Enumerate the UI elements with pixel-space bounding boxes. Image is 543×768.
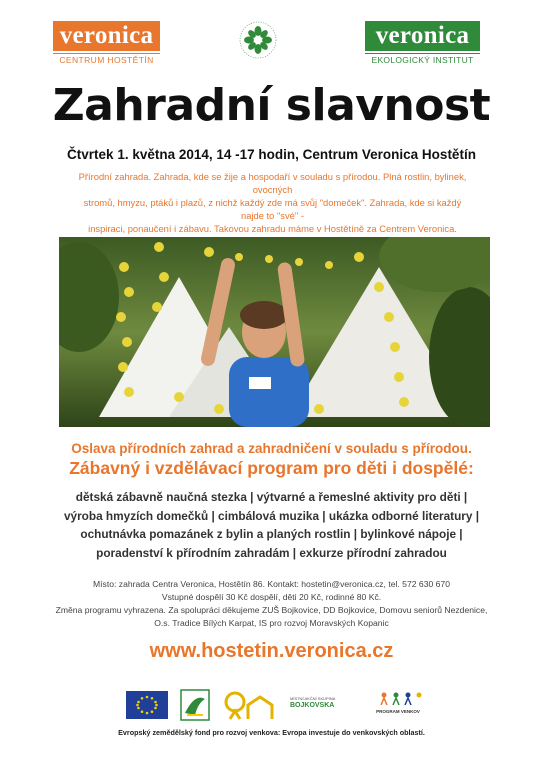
logo-subtitle: EKOLOGICKÝ INSTITUT <box>365 53 480 65</box>
activities-list <box>0 488 543 562</box>
intro-text <box>75 170 470 235</box>
mas-small-label: MÍSTNÍ AKČNÍ SKUPINA <box>290 696 336 701</box>
event-dateline: Čtvrtek 1. května 2014, 14 -17 hodin, Centrum Veronica Hostětín <box>67 147 476 162</box>
info-line: Vstupné dospělí 30 Kč dospělí, děti 20 Kč, rodinné 80 Kč. <box>161 592 382 602</box>
intro-line: stromů, hmyzu, ptáků i plazů, z nichž každý zde má svůj "domeček". Zahrada, kde si každý najde to "své" - <box>83 197 462 221</box>
eu-flag-icon <box>126 691 168 719</box>
veronica-institut-logo <box>365 21 480 65</box>
logo-word: veronica <box>53 21 160 51</box>
program-venkov-figures-icon <box>378 691 423 707</box>
mas-bojkovska-logo <box>290 696 348 711</box>
intro-line: Přírodní zahrada. Zahrada, kde se žije a hospodaří v souladu s přírodou. Plná rostlin, bylinek, ovocných <box>78 171 467 195</box>
flower-emblem-icon <box>238 20 278 60</box>
activities-line: dětská zábavně naučná stezka | výtvarné a řemeslné aktivity pro děti | <box>75 490 468 504</box>
program-venkov-logo <box>368 691 428 721</box>
activities-line: ochutnávka pomazánek z bylin a planých rostlin | bylinkové nápoje | <box>80 527 463 542</box>
program-venkov-label: PROGRAM VENKOV <box>376 709 420 714</box>
mas-house-logo-icon <box>222 689 274 721</box>
subheading-celebration: Oslava přírodních zahrad a zahradničení v souladu s přírodou. <box>71 441 472 456</box>
info-line: Změna programu vyhrazena. Za spolupráci děkujeme ZUŠ Bojkovice, DD Bojkovice, Domovu seniorů Nezdenice, <box>55 605 488 615</box>
footer-note: Evropský zemědělský fond pro rozvoj venkova: Evropa investuje do venkovských oblastí. <box>118 728 425 737</box>
garden-photo <box>59 237 490 427</box>
activities-line: poradenství k přírodním zahradám | exkurze přírodní zahradou <box>96 545 447 560</box>
page-title: Zahradní slavnost <box>52 80 491 131</box>
veronica-centrum-logo <box>53 21 160 65</box>
logo-word: veronica <box>365 21 480 51</box>
footer-logos <box>0 688 543 724</box>
subheading-program: Zábavný i vzdělávací program pro děti i dospělé: <box>69 458 474 478</box>
activities-line: výroba hmyzích domečků | cimbálová muzika | ukázka odborné literatury | <box>63 508 480 523</box>
website-link[interactable]: www.hostetin.veronica.cz <box>149 640 394 662</box>
info-block <box>0 578 543 630</box>
info-line: Místo: zahrada Centra Veronica, Hostětín 86. Kontakt: hostetin@veronica.cz, tel. 572 630 670 <box>93 579 450 589</box>
logo-subtitle: CENTRUM HOSTĚTÍN <box>53 53 160 65</box>
info-line: O.s. Tradice Bílých Karpat, IS pro rozvoj Moravských Kopanic <box>154 618 389 628</box>
mas-title: BOJKOVSKA <box>290 702 335 709</box>
leader-logo-icon <box>180 689 210 721</box>
intro-line: inspiraci, ponaučení i zábavu. Takovou zahradu máme v Hostětíně za Centrem Veronica. <box>88 223 457 234</box>
